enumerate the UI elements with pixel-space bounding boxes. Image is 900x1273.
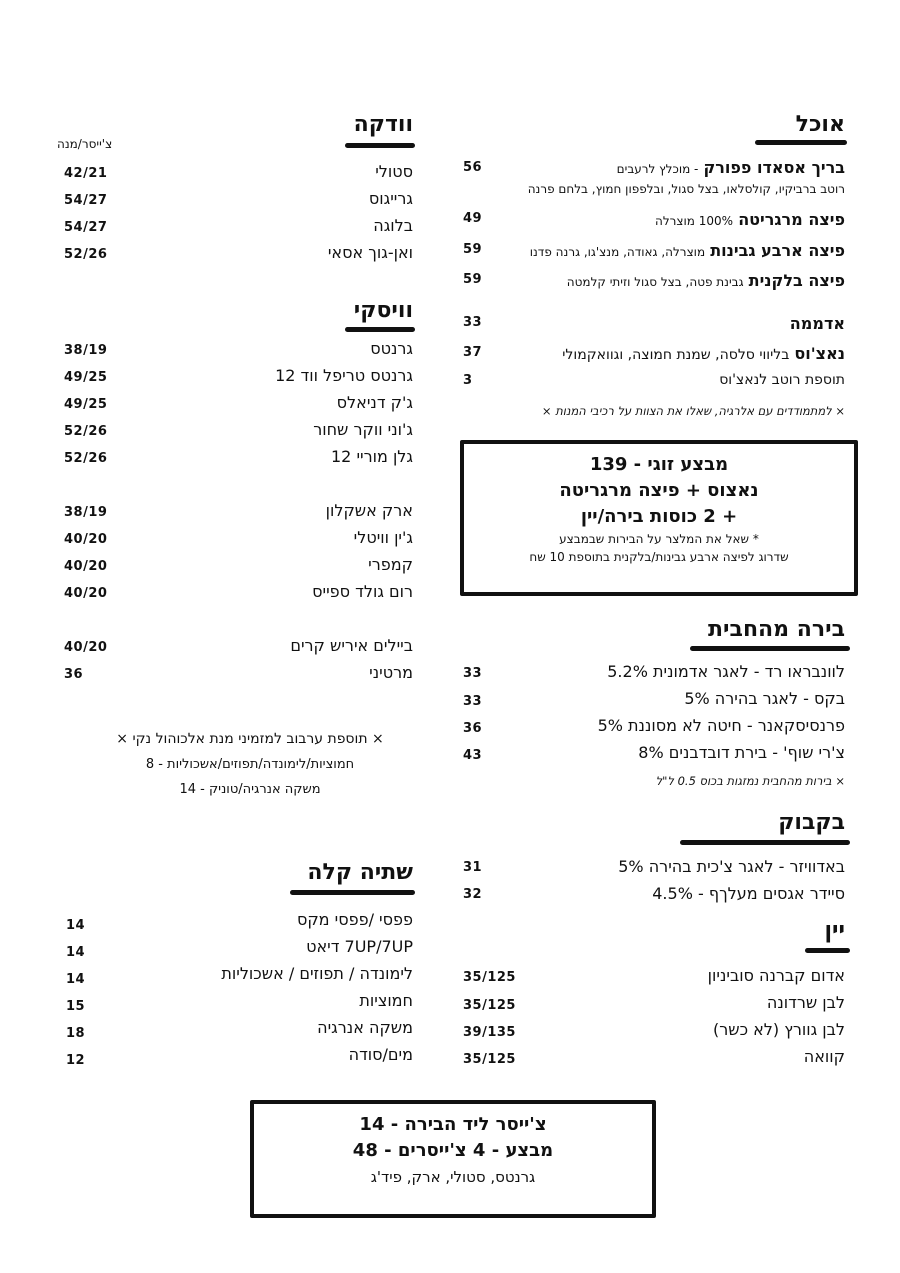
liqueur-item: מרטיני	[369, 663, 413, 682]
draft-price: 33	[463, 666, 483, 681]
combo-content	[464, 452, 854, 566]
vodka-heading-underline	[345, 143, 415, 148]
soft-item: משקה אנרגיה	[317, 1018, 413, 1037]
chaser-title: צ'ייסר ליד הבירה - 14	[359, 1114, 547, 1135]
whisky-price: 49/25	[64, 370, 108, 385]
vodka-price: 54/27	[64, 220, 108, 235]
wine-item: לבן גוורץ (לא כשר)	[712, 1020, 845, 1039]
whisky-item: גלן מוריי 12	[331, 447, 413, 466]
whisky-item: ג'ק דניאלס	[336, 393, 413, 412]
bottle-price: 31	[463, 860, 483, 875]
mixers-line: משקה אנרגיה/טוניק - 14	[179, 782, 321, 797]
wine-price: 35/125	[463, 1052, 516, 1067]
spirit-price: 40/20	[64, 559, 108, 574]
whisky-price: 52/26	[64, 424, 108, 439]
food-item-1	[617, 158, 845, 178]
bottle-heading: בקבוק	[778, 810, 845, 835]
draft-price: 36	[463, 721, 483, 736]
whisky-price: 49/25	[64, 397, 108, 412]
food-item-3	[530, 241, 845, 261]
vodka-price: 52/26	[64, 247, 108, 262]
food-item-price: 37	[463, 345, 483, 360]
food-item-price: 59	[463, 242, 483, 257]
food-item-desc: 100% מוצרלה	[654, 214, 734, 228]
food-item-name: פיצה בלקנית	[748, 271, 845, 290]
food-item-desc: - מוכלץ לרעבים	[616, 162, 699, 176]
food-item-price: 56	[463, 160, 483, 175]
food-item-price: 33	[463, 315, 483, 330]
food-item-name: בריך אסאדו פפורק	[703, 158, 845, 177]
food-item-desc: מוצרלה, גאודה, מנצ'גו, גרנה פדנו	[529, 245, 706, 259]
combo-note: * שאל את המלצר על הבירות שבמבצע	[559, 532, 759, 546]
whisky-item: ג'וני ווקר שחור	[313, 420, 413, 439]
soft-item: לימונדה / תפוזים / אשכוליות	[221, 964, 413, 983]
food-item-desc: גבינת פטה, בצל סגול וזיתי קלמטה	[566, 275, 744, 289]
soft-item: פפסי /פפסי מקס	[296, 910, 413, 929]
wine-item: לבן שרדונה	[766, 993, 845, 1012]
spirit-item: קמפרי	[368, 555, 413, 574]
soft-item: מים/סודה	[348, 1045, 413, 1064]
draft-item: צ'רי שוף' - בירת דובדבנים 8%	[638, 743, 845, 762]
draft-item: פרנסיסקאנר - חיטה לא מסוננת 5%	[597, 716, 845, 735]
food-item-2	[655, 210, 845, 230]
chaser-options: גרנטס, סטולי, ארק, פיד'ג	[370, 1168, 536, 1186]
soft-drinks-heading-underline	[290, 890, 415, 895]
spirit-price: 40/20	[64, 586, 108, 601]
wine-item: קוואה	[803, 1047, 845, 1066]
whisky-price: 52/26	[64, 451, 108, 466]
food-item-7: תוספת רוטב לנאצ'וס	[719, 372, 845, 388]
chaser-portion-label: צ'ייסר/מנה	[57, 137, 113, 151]
soft-price: 12	[66, 1053, 86, 1068]
liqueur-item: ביילים איריש קרים	[290, 636, 413, 655]
food-item-name: פיצה מרגריטה	[738, 210, 845, 229]
combo-line: + 2 כוסות בירה/יין	[580, 506, 738, 527]
spirit-item: ארק אשקלון	[325, 501, 413, 520]
wine-heading-underline	[805, 948, 850, 953]
whisky-price: 38/19	[64, 343, 108, 358]
wine-item: אדום קברנה סוביניון	[707, 966, 845, 985]
vodka-price: 42/21	[64, 166, 108, 181]
food-item-desc: בליווי סלסה, שמנת חמוצה, וגוואקמולי	[562, 347, 790, 363]
whisky-heading-underline	[345, 327, 415, 332]
food-heading-underline	[755, 140, 847, 145]
wine-price: 35/125	[463, 970, 516, 985]
spirit-price: 38/19	[64, 505, 108, 520]
bottle-item: סיידר אגסים מעלךף - 4.5%	[652, 884, 845, 903]
food-item-price: 49	[463, 211, 483, 226]
combo-line: נאצוס + פיצה מרגריטה	[559, 480, 759, 501]
liqueur-price: 36	[64, 667, 84, 682]
food-item-price: 3	[463, 373, 473, 388]
allergy-note: × למתמודדים עם אלרגיה, שאלו את הצוות על רכיבי המנות ×	[541, 404, 845, 418]
soft-price: 14	[66, 945, 86, 960]
bottle-heading-underline	[680, 840, 850, 845]
food-item-price: 59	[463, 272, 483, 287]
draft-item: בקס - לאגר בהירה 5%	[684, 689, 845, 708]
vodka-item: בלוגה	[373, 216, 413, 235]
combo-note: שדרוג לפיצה ארבע גבינות/בלקנית בתוספת 10 שח	[529, 550, 789, 564]
vodka-heading: וודקה	[353, 112, 413, 137]
whisky-item: גרנטס טריפל ווד 12	[275, 366, 413, 385]
wine-price: 35/125	[463, 998, 516, 1013]
whisky-heading: וויסקי	[353, 298, 413, 323]
food-item-name: נאצ'וס	[794, 344, 845, 363]
spirit-item: ג'ין וויטלי	[353, 528, 413, 547]
soft-drinks-heading: שתיה קלה	[307, 860, 413, 885]
vodka-item: סטולי	[375, 162, 413, 181]
soft-item: חמוציות	[359, 991, 413, 1010]
draft-heading: בירה מהחבית	[708, 617, 845, 642]
vodka-item: ואן-גוך אסאי	[327, 243, 413, 262]
draft-price: 33	[463, 694, 483, 709]
mixers-line: חמוציות/לימונדה/תפוזים/אשכוליות - 8	[145, 757, 355, 772]
bottle-item: באדוויזר - לאגר צ'כית בהירה 5%	[618, 857, 845, 876]
soft-item: 7UP/7UP דיאט	[306, 937, 413, 956]
liqueur-price: 40/20	[64, 640, 108, 655]
mixers-note	[60, 727, 440, 802]
food-item-name: פיצה ארבע גבינות	[710, 241, 845, 260]
bottle-price: 32	[463, 887, 483, 902]
soft-price: 14	[66, 918, 86, 933]
food-heading: אוכל	[795, 112, 845, 137]
chaser-deal: מבצע - 4 צ'ייסרים - 48	[352, 1140, 554, 1161]
food-item-4	[567, 271, 845, 291]
soft-price: 14	[66, 972, 86, 987]
spirit-item: רום גולד ספייס	[312, 582, 413, 601]
combo-title: מבצע זוגי - 139	[589, 454, 729, 475]
soft-price: 18	[66, 1026, 86, 1041]
wine-price: 39/135	[463, 1025, 516, 1040]
spirit-price: 40/20	[64, 532, 108, 547]
food-item-5: אדממה	[789, 314, 845, 333]
vodka-price: 54/27	[64, 193, 108, 208]
whisky-item: גרנטס	[370, 339, 413, 358]
vodka-item: גרייגוס	[368, 189, 413, 208]
wine-heading: יין	[824, 918, 845, 943]
food-item-sub: רוטב ברביקיו, קולסלאו, בצל סגול, ובלפפון חמוץ, בלחם פרנה	[527, 182, 845, 196]
chaser-content	[254, 1112, 652, 1190]
draft-price: 43	[463, 748, 483, 763]
draft-item: לוונבראו רד - לאגר אדמונית 5.2%	[607, 662, 845, 681]
mixers-line: × תוספת ערבוב למזמיני מנת אלכוהול נקי ×	[116, 731, 384, 747]
soft-price: 15	[66, 999, 86, 1014]
draft-note: × בירות מהחבית נמזגות בכוס 0.5 ל"ל	[655, 774, 845, 788]
draft-heading-underline	[690, 646, 850, 651]
food-item-6	[562, 344, 845, 364]
